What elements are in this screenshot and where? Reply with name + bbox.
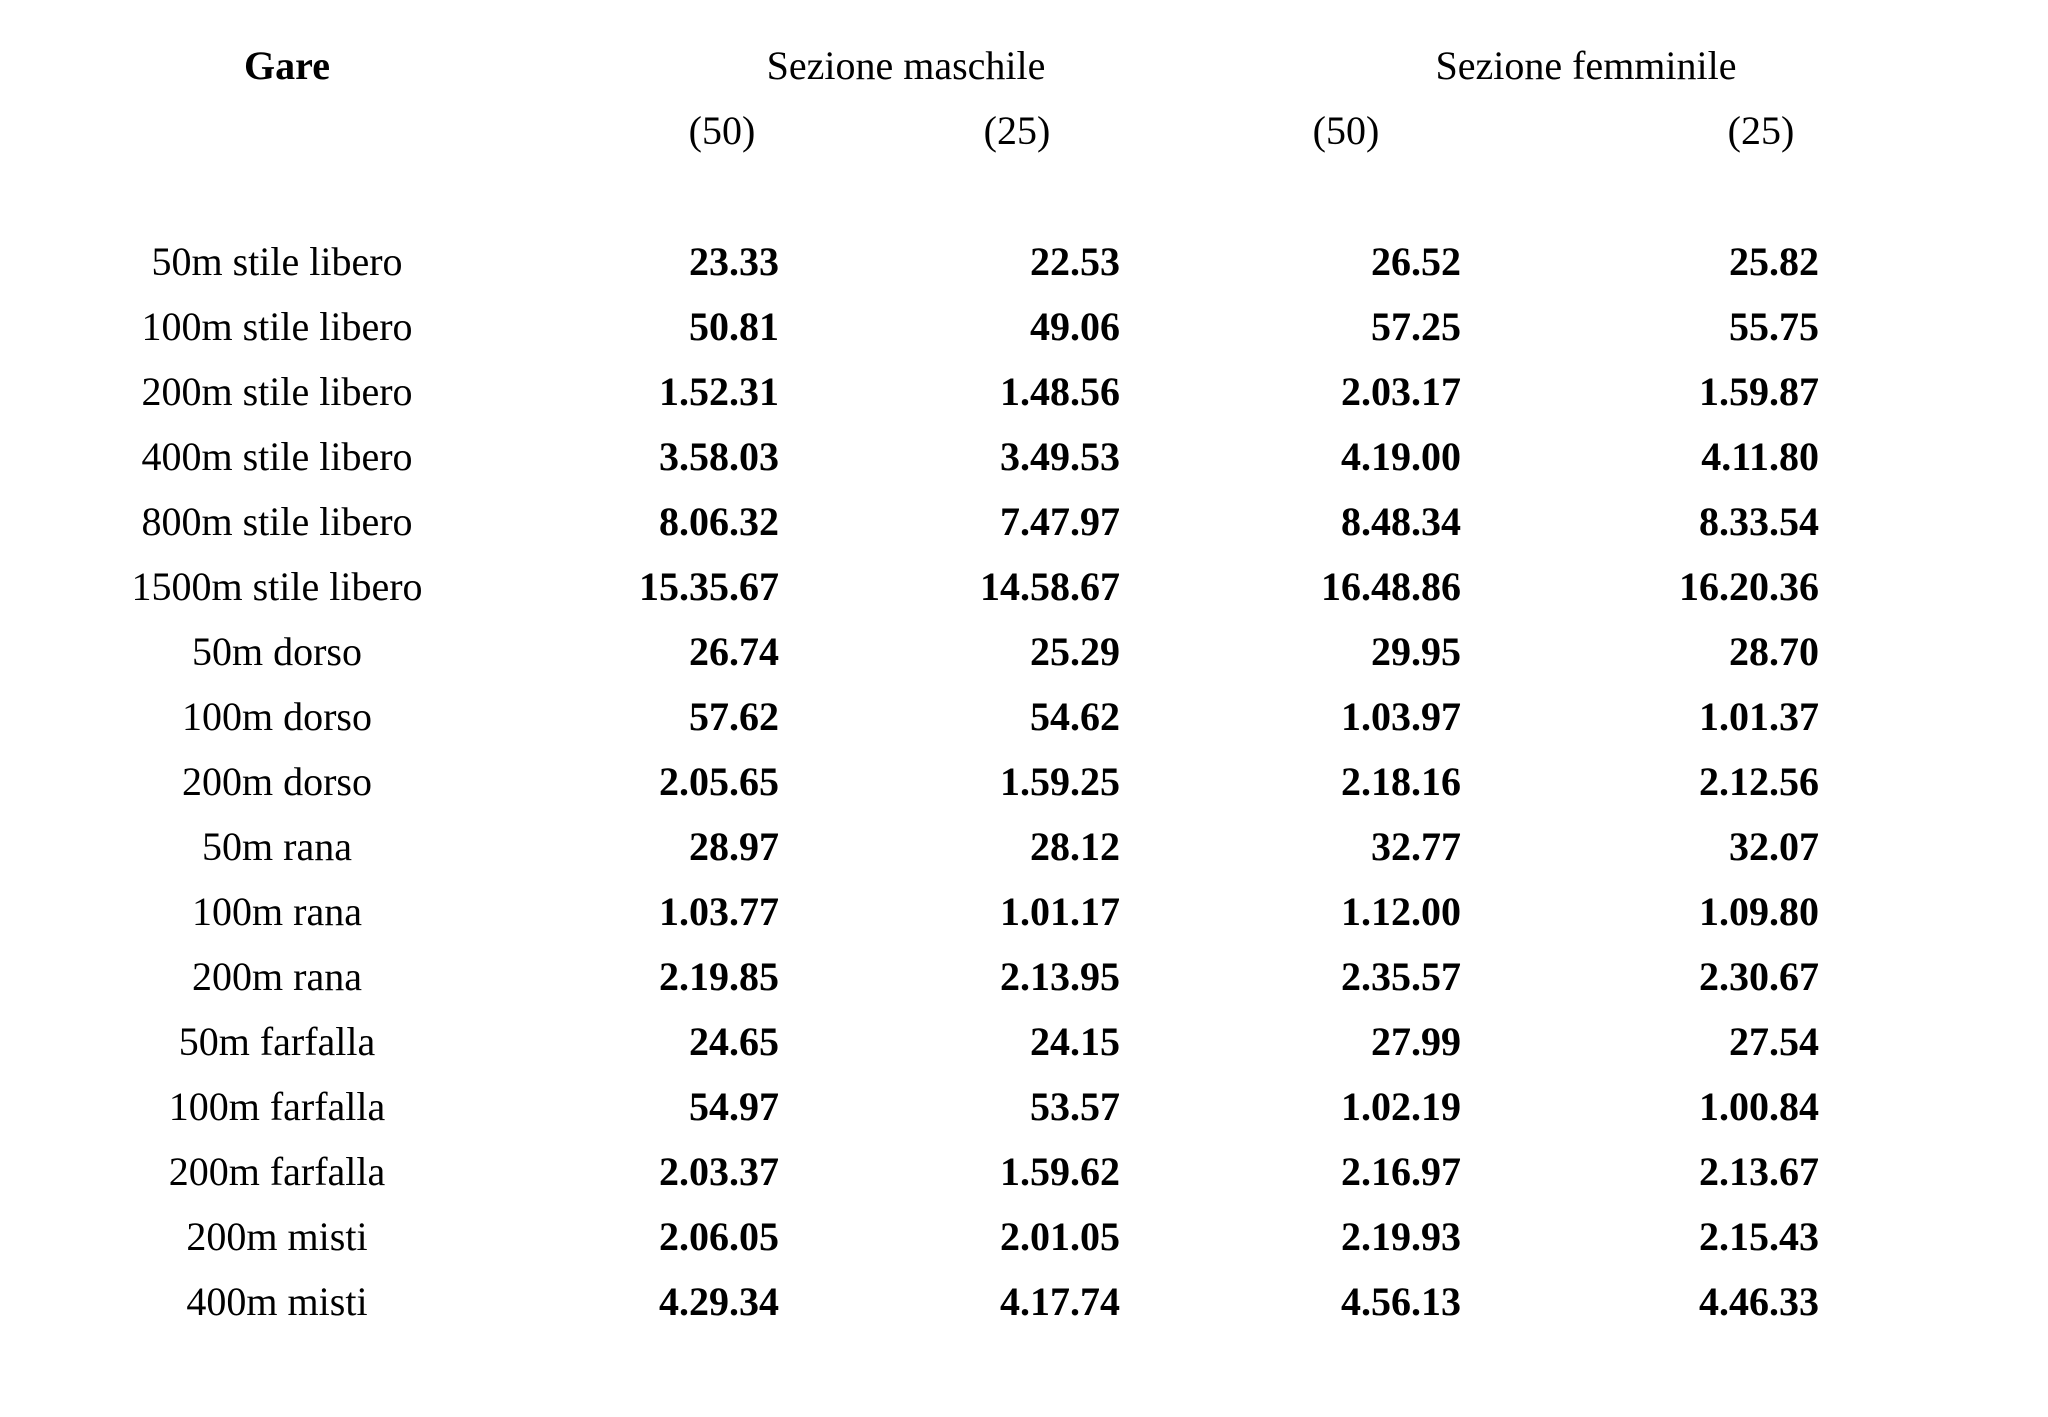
men-50m-time: 4.29.34 xyxy=(659,1279,779,1324)
men-50m-time: 1.52.31 xyxy=(659,369,779,414)
men-25m-time: 28.12 xyxy=(1030,824,1120,869)
women-50m-time: 2.16.97 xyxy=(1341,1149,1461,1194)
men-50m-time: 2.19.85 xyxy=(659,954,779,999)
men-25m-time: 2.01.05 xyxy=(1000,1214,1120,1259)
event-name: 50m dorso xyxy=(192,629,362,674)
event-name: 200m rana xyxy=(192,954,362,999)
men-50m-time: 28.97 xyxy=(689,824,779,869)
men-25m-time: 1.01.17 xyxy=(1000,889,1120,934)
men-25m-time: 53.57 xyxy=(1030,1084,1120,1129)
event-name: 200m dorso xyxy=(182,759,372,804)
women-50m-time: 4.56.13 xyxy=(1341,1279,1461,1324)
event-name: 400m misti xyxy=(186,1279,368,1324)
men-25m-time: 4.17.74 xyxy=(1000,1279,1120,1324)
women-25m-time: 28.70 xyxy=(1729,629,1819,674)
event-name: 100m farfalla xyxy=(168,1084,386,1129)
women-50m-time: 29.95 xyxy=(1371,629,1461,674)
women-25m-time: 2.15.43 xyxy=(1699,1214,1819,1259)
women-25m-time: 27.54 xyxy=(1729,1019,1819,1064)
men-50m-time: 50.81 xyxy=(689,304,779,349)
women-25m-time: 1.01.37 xyxy=(1699,694,1819,739)
women-section-header: Sezione femminile xyxy=(1435,43,1737,88)
women-50m-time: 8.48.34 xyxy=(1341,499,1461,544)
men-25m-time: 49.06 xyxy=(1030,304,1120,349)
women-50m-time: 32.77 xyxy=(1371,824,1461,869)
women-25m-time: 4.46.33 xyxy=(1699,1279,1819,1324)
men-25m-time: 3.49.53 xyxy=(1000,434,1120,479)
men-50m-time: 23.33 xyxy=(689,239,779,284)
women-50m-time: 1.03.97 xyxy=(1341,694,1461,739)
women-25m-time: 32.07 xyxy=(1729,824,1819,869)
event-name: 50m stile libero xyxy=(151,239,403,284)
women-50m-time: 2.19.93 xyxy=(1341,1214,1461,1259)
men-25m-time: 14.58.67 xyxy=(980,564,1120,609)
men-50m-pool-subheader: (50) xyxy=(688,108,756,153)
men-25m-time: 25.29 xyxy=(1030,629,1120,674)
men-25m-time: 1.59.62 xyxy=(1000,1149,1120,1194)
women-50m-time: 4.19.00 xyxy=(1341,434,1461,479)
event-name: 200m farfalla xyxy=(168,1149,386,1194)
event-name: 800m stile libero xyxy=(141,499,413,544)
men-50m-time: 3.58.03 xyxy=(659,434,779,479)
men-50m-time: 8.06.32 xyxy=(659,499,779,544)
men-50m-time: 24.65 xyxy=(689,1019,779,1064)
men-section-header: Sezione maschile xyxy=(766,43,1046,88)
event-name: 100m dorso xyxy=(182,694,372,739)
event-name: 100m rana xyxy=(192,889,362,934)
men-50m-time: 54.97 xyxy=(689,1084,779,1129)
women-25m-time: 16.20.36 xyxy=(1679,564,1819,609)
women-50m-time: 2.03.17 xyxy=(1341,369,1461,414)
women-50m-time: 2.18.16 xyxy=(1341,759,1461,804)
women-25m-time: 1.59.87 xyxy=(1699,369,1819,414)
women-50m-time: 26.52 xyxy=(1371,239,1461,284)
men-25m-time: 1.59.25 xyxy=(1000,759,1120,804)
men-25m-time: 24.15 xyxy=(1030,1019,1120,1064)
men-50m-time: 2.03.37 xyxy=(659,1149,779,1194)
women-25m-time: 1.00.84 xyxy=(1699,1084,1819,1129)
event-name: 200m stile libero xyxy=(141,369,413,414)
women-50m-time: 27.99 xyxy=(1371,1019,1461,1064)
men-50m-time: 1.03.77 xyxy=(659,889,779,934)
men-25m-time: 1.48.56 xyxy=(1000,369,1120,414)
women-25m-time: 25.82 xyxy=(1729,239,1819,284)
events-column-header: Gare xyxy=(244,43,330,88)
women-25m-time: 2.12.56 xyxy=(1699,759,1819,804)
event-name: 1500m stile libero xyxy=(131,564,423,609)
women-25m-time: 2.30.67 xyxy=(1699,954,1819,999)
men-50m-time: 2.05.65 xyxy=(659,759,779,804)
event-name: 50m farfalla xyxy=(178,1019,376,1064)
women-50m-time: 57.25 xyxy=(1371,304,1461,349)
men-25m-time: 7.47.97 xyxy=(1000,499,1120,544)
men-25m-pool-subheader: (25) xyxy=(983,108,1051,153)
women-50m-time: 1.12.00 xyxy=(1341,889,1461,934)
event-name: 50m rana xyxy=(202,824,352,869)
men-50m-time: 15.35.67 xyxy=(639,564,779,609)
men-50m-time: 26.74 xyxy=(689,629,779,674)
event-name: 200m misti xyxy=(186,1214,368,1259)
women-25m-time: 55.75 xyxy=(1729,304,1819,349)
men-50m-time: 57.62 xyxy=(689,694,779,739)
women-25m-pool-subheader: (25) xyxy=(1727,108,1795,153)
women-50m-time: 2.35.57 xyxy=(1341,954,1461,999)
women-25m-time: 4.11.80 xyxy=(1701,434,1819,479)
women-25m-time: 2.13.67 xyxy=(1699,1149,1819,1194)
women-50m-pool-subheader: (50) xyxy=(1312,108,1380,153)
men-25m-time: 54.62 xyxy=(1030,694,1120,739)
women-50m-time: 1.02.19 xyxy=(1341,1084,1461,1129)
men-50m-time: 2.06.05 xyxy=(659,1214,779,1259)
event-name: 400m stile libero xyxy=(141,434,413,479)
men-25m-time: 2.13.95 xyxy=(1000,954,1120,999)
event-name: 100m stile libero xyxy=(141,304,413,349)
women-50m-time: 16.48.86 xyxy=(1321,564,1461,609)
men-25m-time: 22.53 xyxy=(1030,239,1120,284)
women-25m-time: 1.09.80 xyxy=(1699,889,1819,934)
women-25m-time: 8.33.54 xyxy=(1699,499,1819,544)
